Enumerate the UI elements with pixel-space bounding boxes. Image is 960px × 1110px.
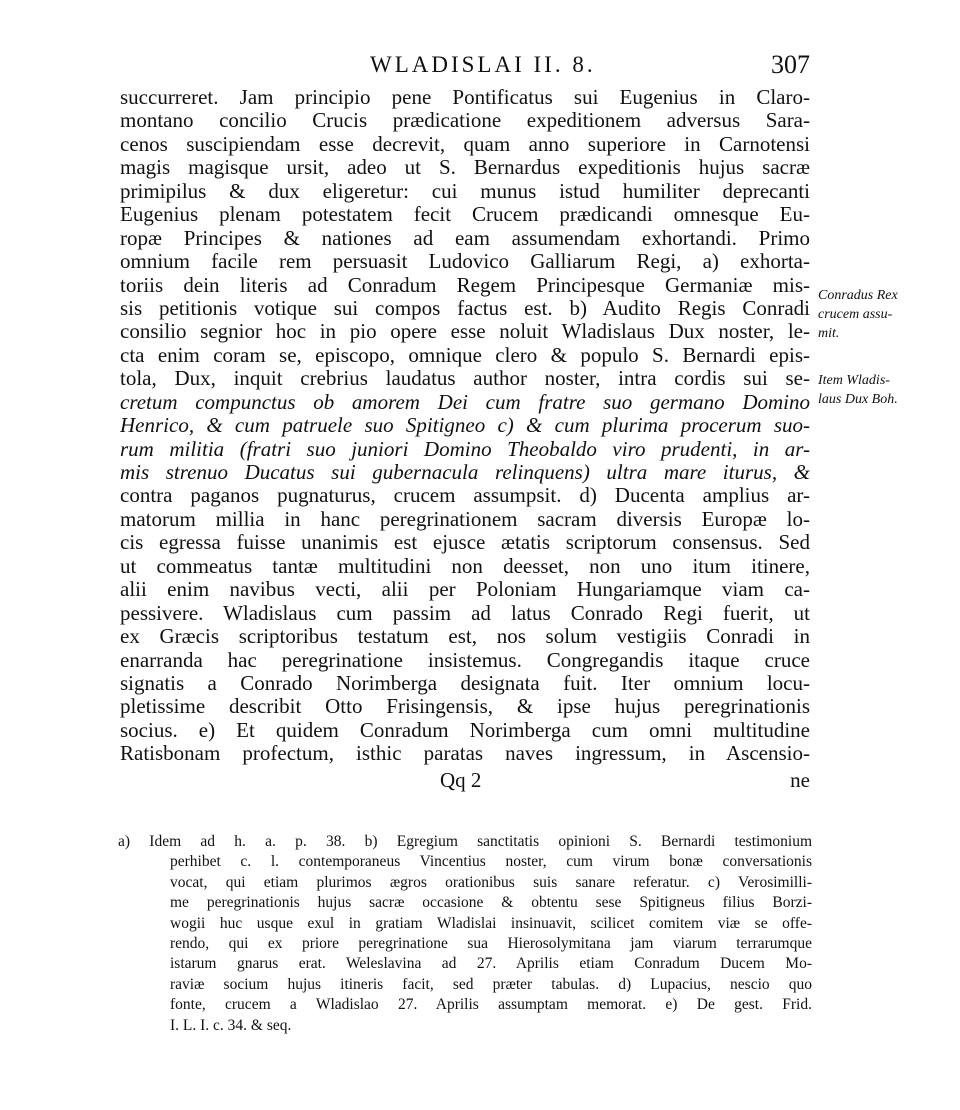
text-line: tola, Dux, inquit crebrius laudatus author noster, intra cordis sui se- (120, 367, 810, 391)
text-line: rum militia (fratri suo juniori Domino Theobaldo viro prudenti, in ar- (120, 437, 810, 461)
text-line: socius. e) Et quidem Conradum Norimberga cum omni multitudine (120, 718, 810, 742)
text-line: magis magisque ursit, adeo ut S. Bernardus expeditionis hujus sacræ (120, 156, 810, 180)
text-line: toriis dein literis ad Conradum Regem Principesque Germaniæ mis- (120, 273, 810, 297)
running-head (120, 50, 810, 84)
text-line: mis strenuo Ducatus sui gubernacula relinquens) ultra mare iturus, & (120, 461, 810, 484)
text-line: consilio segnior hoc in pio opere esse noluit Wladislaus Dux noster, le- (120, 320, 810, 344)
text-line: pletissime describit Otto Frisingensis, & ipse hujus peregrinationis (120, 695, 810, 719)
text-line: Eugenius plenam potestatem fecit Crucem prædicandi omnesque Eu- (120, 203, 810, 227)
margin-note-line: mit. (818, 326, 840, 341)
text-line: sis petitionis votique sui compos factus est. b) Audito Regis Conradi (120, 296, 810, 320)
footnote-line: a) Idem ad h. a. p. 38. b) Egregium sanctitatis opinioni S. Bernardi testimonium (118, 833, 812, 850)
signature-mark: Qq 2 (440, 767, 482, 792)
footnote-line: me peregrinationis hujus sacræ occasione & obtentu sese Spitigneus filius Borzi- (170, 894, 812, 912)
footnote-line: vocat, qui etiam plurimos ægros orationibus suis sanare referatur. c) Verosimilli- (170, 873, 812, 891)
text-line: pessivere. Wladislaus cum passim ad latus Conrado Regi fuerit, ut (120, 601, 810, 625)
page-number: 307 (771, 50, 810, 79)
text-line: montano concilio Crucis prædicatione expeditionem adversus Sara- (120, 109, 810, 133)
footnote-line: perhibet c. l. contemporaneus Vincentius noster, cum virum bonæ conversationis (170, 853, 812, 871)
margin-note (818, 371, 948, 409)
footnote-line: fonte, crucem a Wladislao 27. Aprilis assumptam memorat. e) De gest. Frid. (170, 996, 812, 1014)
text-line: primipilus & dux eligeretur: cui munus istud humiliter deprecanti (120, 179, 810, 203)
footnote-line: rendo, qui ex priore peregrinatione sua Hierosolymitana jam viarum terrarumque (170, 934, 812, 952)
text-line: cretum compunctus ob amorem Dei cum fratre suo germano Domino (120, 390, 810, 414)
text-line: omnium facile rem persuasit Ludovico Galliarum Regi, a) exhorta- (120, 250, 810, 274)
footnote-line: I. L. I. c. 34. & seq. (170, 1016, 292, 1034)
footnotes (118, 832, 812, 1036)
margin-notes (818, 286, 948, 437)
catchword: ne (790, 767, 810, 792)
text-line: cta enim coram se, episcopo, omnique clero & populo S. Bernardi epis- (120, 343, 810, 367)
margin-note-line: Conradus Rex (818, 288, 898, 303)
text-line: enarranda hac peregrinatione insistemus. Congregandis itaque cruce (120, 648, 810, 672)
main-text (120, 86, 810, 794)
running-title: WLADISLAI II. 8. (370, 52, 596, 77)
text-line: alii enim navibus vecti, alii per Poloniam Hungariamque viam ca- (120, 578, 810, 602)
signature-line (120, 768, 810, 794)
margin-note-line: laus Dux Boh. (818, 392, 898, 407)
margin-note-line: Item Wladis- (818, 373, 890, 388)
footnote-line: wogii huc usque exul in gratiam Wladislai insinuavit, scilicet comitem viæ se offe- (170, 914, 812, 932)
text-line: signatis a Conrado Norimberga designata fuit. Iter omnium locu- (120, 671, 810, 695)
text-line: cenos suscipiendam esse decrevit, quam anno superiore in Carnotensi (120, 132, 810, 156)
footnote-line: raviæ socium hujus itineris facit, sed præter tabulas. d) Lupacius, nescio quo (170, 975, 812, 993)
margin-note-line: crucem assu- (818, 307, 893, 322)
text-line: succurreret. Jam principio pene Pontificatus sui Eugenius in Claro- (120, 86, 810, 109)
text-line: Henrico, & cum patruele suo Spitigneo c) & cum plurima procerum suo- (120, 414, 810, 438)
text-line: ut commeatus tantæ multitudini non deesset, non uno itum itinere, (120, 554, 810, 578)
text-line: cis egressa fuisse unanimis est ejusce ætatis scriptorum consensus. Sed (120, 531, 810, 555)
footnote-line: istarum gnarus erat. Weleslavina ad 27. Aprilis etiam Conradum Ducem Mo- (170, 955, 812, 973)
text-line: contra paganos pugnaturus, crucem assumpsit. d) Ducenta amplius ar- (120, 484, 810, 508)
margin-note (818, 286, 948, 343)
text-line: ropæ Principes & nationes ad eam assumendam exhortandi. Primo (120, 226, 810, 250)
text-line: Ratisbonam profectum, isthic paratas naves ingressum, in Ascensio- (120, 742, 810, 766)
text-line: matorum millia in hanc peregrinationem sacram diversis Europæ lo- (120, 507, 810, 531)
text-line: ex Græcis scriptoribus testatum est, nos solum vestigiis Conradi in (120, 625, 810, 649)
